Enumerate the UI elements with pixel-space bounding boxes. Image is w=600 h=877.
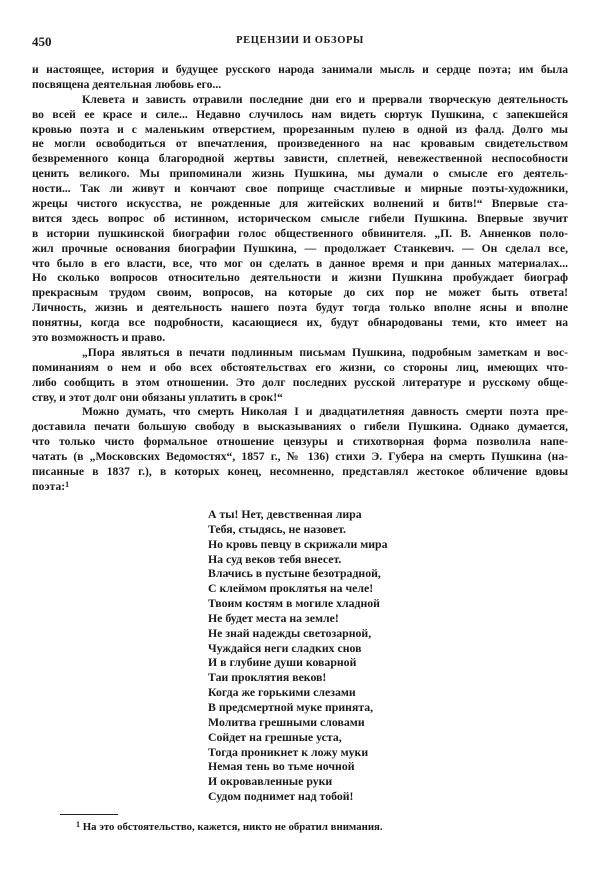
text-line: писанные в 1837 г.), в которых конец, несомненно, представлял жестокое обличение вдовы: [32, 465, 568, 479]
paragraph: [32, 63, 568, 93]
poem-line: Но кровь певцу в скрижали мира: [208, 536, 388, 551]
running-title: РЕЦЕНЗИИ И ОБЗОРЫ: [236, 35, 364, 46]
poem-line: И окровавленные руки: [208, 774, 333, 789]
poem-line: Не будет места на земле!: [208, 610, 339, 625]
poem-line: Когда же горькими слезами: [208, 685, 356, 700]
text-line: ности... Так ли живут и кончают свое поприще счастливые и мирные поэты-художники,: [32, 182, 568, 196]
text-line: это возможность и право.: [32, 331, 166, 345]
poem-line: Тебя, стыдясь, не назовет.: [208, 521, 346, 536]
text-line: чатать (в „Московских Ведомостях“, 1857 г., № 136) стихи Э. Губера на смерть Пушкина (на-: [32, 450, 568, 464]
text-line: посвящена деятельная любовь его...: [32, 77, 222, 91]
text-line: ству, и этот долг они обязаны уплатить в срок!“: [32, 390, 283, 404]
footnote-marker: 1: [76, 820, 80, 829]
text-line: либо сообщить в этом отношении. Это долг последних русской литературе и русскому обще-: [32, 375, 568, 389]
text-line: что было в его власти, все, что мог он сделать в данное время и при данных материалах...: [32, 256, 568, 270]
footnote-text: На это обстоятельство, кажется, никто не обратил внимания.: [82, 821, 383, 833]
poem-line: Немая тень во тьме ночной: [208, 759, 355, 774]
footnote: [76, 821, 383, 833]
page-number: 450: [32, 34, 52, 49]
text-line: доставила печати большую свободу в высказываниях о гибели Пушкина. Однако думается,: [32, 420, 568, 434]
text-line: кровью поэта и с маленьким отверстием, прорезанным пулею в одной из фалд. Долго мы: [32, 122, 568, 136]
text-line: ценить великого. Мы припоминали жизнь Пушкина, мы думали о смысле его деятель-: [32, 167, 568, 181]
paragraph: [32, 405, 568, 494]
poem-line: Тогда проникнет к ложу муки: [208, 744, 369, 759]
poem-line: В предсмертной муке принята,: [208, 699, 374, 714]
text-line: в истории пушкинской биографии голос общественного обвинителя. „П. В. Анненков поло-: [32, 226, 568, 240]
body-text: [32, 63, 568, 495]
text-line: понятны, когда все подробности, касающиеся их, будут обнародованы теми, кто имеет на: [32, 316, 568, 330]
poem-line: Судом поднимет над тобой!: [208, 789, 354, 804]
poem-line: Твоим костям в могиле хладной: [208, 596, 380, 611]
footnote-reference: 1: [65, 479, 70, 489]
poem: [208, 507, 388, 804]
text-line: Но сколько вопросов относительно деятельности и жизни Пушкина пробуждает биограф: [32, 271, 568, 285]
text-line: что только чисто формальное отношение цензуры и стихотворная форма позволила напе-: [32, 435, 568, 449]
poem-line: И в глубине души коварной: [208, 655, 357, 670]
text-line: жрецы чистого искусства, не рожденные для житейских волнений и битв!“ Впервые ста-: [32, 197, 568, 211]
text-line: жил прочные основания биографии Пушкина, — продолжает Станкевич. — Он сделал все,: [32, 241, 568, 255]
poem-line: А ты! Нет, девственная лира: [208, 507, 362, 521]
text-line: и настоящее, история и будущее русского народа занимали мысль и сердце поэта; им была: [32, 63, 568, 76]
footnote-rule: [60, 814, 118, 815]
poem-line: Сойдет на грешные уста,: [208, 729, 342, 744]
poem-line: Влачись в пустыне безотрадной,: [208, 566, 381, 581]
text-line: вится здесь вопрос об истинном, историческом смысле гибели Пушкина. Впервые звучит: [32, 211, 568, 225]
text-line: безвременного конца благородной жертвы зависти, сплетней, невежественной неспособности: [32, 152, 568, 166]
poem-line: Не знай надежды светозарной,: [208, 625, 372, 640]
text-line: поэта:$^1$: [32, 479, 70, 493]
text-line: Клевета и зависть отравили последние дни его и прервали творческую деятельность: [82, 92, 568, 106]
poem-line: На суд веков тебя внесет.: [208, 551, 342, 566]
text-line: поминаниям о нем и обо всех обстоятельствах его жизни, со стороны лиц, имеющих что-: [32, 360, 568, 374]
poem-line: С клеймом проклятья на челе!: [208, 581, 374, 596]
text-line: „Пора являться в печати подлинным письмам Пушкина, подробным заметкам и вос-: [82, 345, 568, 359]
paragraph: [32, 93, 568, 346]
poem-line: Молитва грешными словами: [208, 714, 365, 729]
text-line: прекрасным трудом своим, вопросов, на которые до сих пор не может быть ответа!: [32, 286, 568, 300]
poem-line: Чуждайся неги сладких снов: [208, 640, 362, 655]
page-header: [32, 34, 568, 50]
paragraph: [32, 346, 568, 406]
text-line: во всей ее красе и силе... Недавно случилось нам видеть сюртук Пушкина, с запекшейся: [32, 107, 568, 121]
text-line: Личность, жизнь и деятельность нашего поэта будут тогда только вполне ясны и вполне: [32, 301, 568, 315]
text-line: Можно думать, что смерть Николая I и двадцатилетняя давность смерти поэта пре-: [82, 405, 568, 419]
text-line: не могли освободиться от впечатления, произведенного на нас кровавым свидетельством: [32, 137, 568, 151]
poem-line: Таи проклятия веков!: [208, 670, 327, 685]
